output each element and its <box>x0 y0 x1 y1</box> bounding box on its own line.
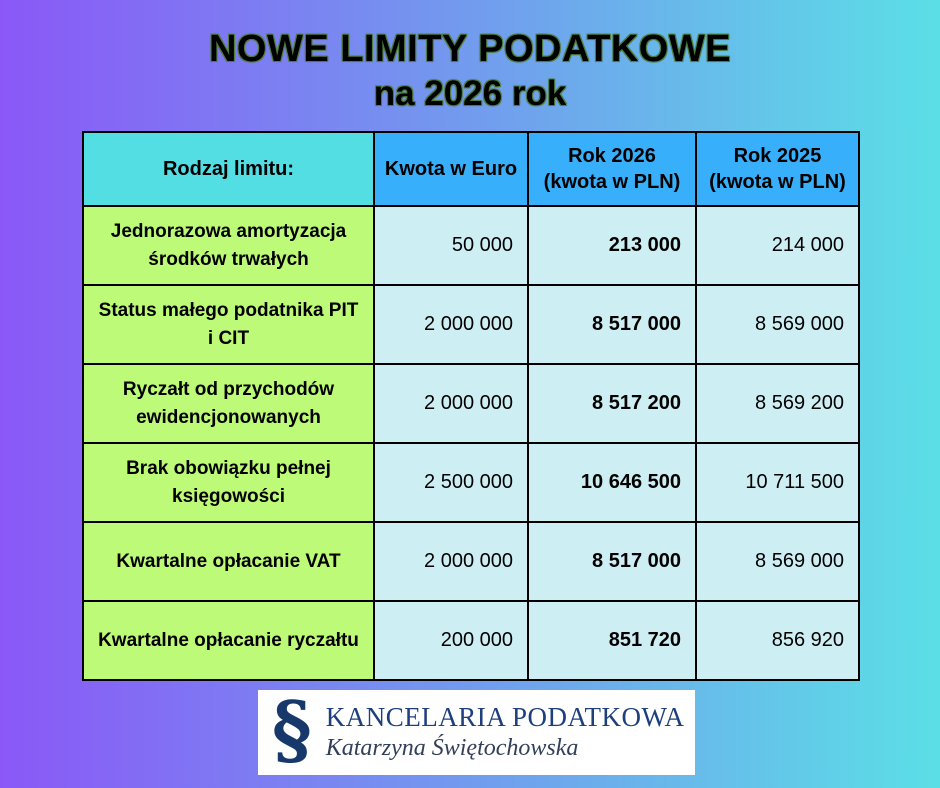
logo-person-name: Katarzyna Świętochowska <box>325 735 579 762</box>
pln-2025-value: 856 920 <box>696 601 859 680</box>
header-rodzaj-limitu: Rodzaj limitu: <box>83 132 374 206</box>
section-sign-icon: § <box>272 685 312 775</box>
company-logo <box>258 685 695 775</box>
pln-2026-value: 8 517 000 <box>528 285 696 364</box>
limit-label: Jednorazowa amortyzacja środków trwałych <box>83 206 374 285</box>
euro-value: 2 000 000 <box>374 522 528 601</box>
header-rok-2025: Rok 2025 (kwota w PLN) <box>696 132 859 206</box>
table-row <box>83 522 859 601</box>
limit-label: Ryczałt od przychodów ewidencjonowanych <box>83 364 374 443</box>
limit-label: Brak obowiązku pełnej księgowości <box>83 443 374 522</box>
euro-value: 50 000 <box>374 206 528 285</box>
pln-2026-value: 8 517 200 <box>528 364 696 443</box>
limit-label: Status małego podatnika PIT i CIT <box>83 285 374 364</box>
table-row <box>83 364 859 443</box>
limit-label: Kwartalne opłacanie VAT <box>83 522 374 601</box>
table-row <box>83 443 859 522</box>
euro-value: 2 000 000 <box>374 364 528 443</box>
pln-2025-value: 8 569 000 <box>696 285 859 364</box>
pln-2026-value: 8 517 000 <box>528 522 696 601</box>
tax-limits-table <box>82 131 860 681</box>
table-row <box>83 206 859 285</box>
page-title-line2: na 2026 rok <box>373 73 567 113</box>
pln-2025-value: 8 569 000 <box>696 522 859 601</box>
euro-value: 2 000 000 <box>374 285 528 364</box>
pln-2026-value: 213 000 <box>528 206 696 285</box>
table-header-row <box>83 132 859 206</box>
euro-value: 2 500 000 <box>374 443 528 522</box>
pln-2025-value: 10 711 500 <box>696 443 859 522</box>
pln-2026-value: 851 720 <box>528 601 696 680</box>
header-rok-2026: Rok 2026 (kwota w PLN) <box>528 132 696 206</box>
pln-2025-value: 8 569 200 <box>696 364 859 443</box>
page-title <box>0 0 940 114</box>
logo-text <box>326 703 685 763</box>
table-row <box>83 285 859 364</box>
logo-company-name: KANCELARIA PODATKOWA <box>325 701 685 732</box>
table-row <box>83 601 859 680</box>
header-kwota-w-euro: Kwota w Euro <box>374 132 528 206</box>
limit-label: Kwartalne opłacanie ryczałtu <box>83 601 374 680</box>
pln-2025-value: 214 000 <box>696 206 859 285</box>
euro-value: 200 000 <box>374 601 528 680</box>
pln-2026-value: 10 646 500 <box>528 443 696 522</box>
page-title-line1: NOWE LIMITY PODATKOWE <box>208 28 732 70</box>
